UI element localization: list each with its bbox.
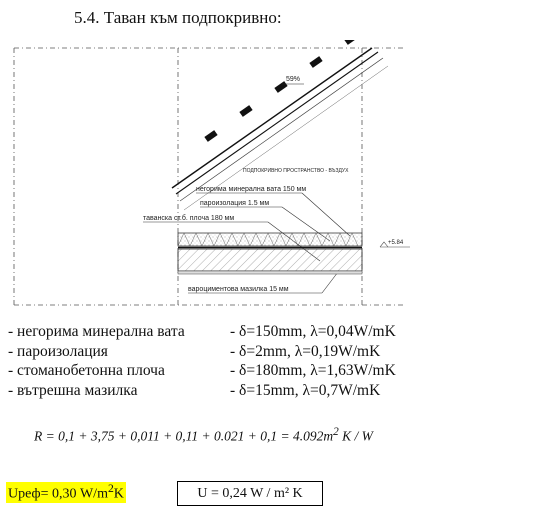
- layer-name: - пароизолация: [8, 342, 108, 360]
- layer-name: - вътрешна мазилка: [8, 381, 138, 399]
- layer-props: - δ=150mm, λ=0,04W/mK: [230, 323, 396, 340]
- formula-main: R = 0,1 + 3,75 + 0,011 + 0,11 + 0.021 + 0,1 = 4.092m: [34, 428, 334, 444]
- roof-slope: [172, 40, 388, 210]
- uref-exponent: 2: [107, 482, 114, 495]
- resistance-formula: [34, 426, 373, 445]
- u-value-box: U = 0,24 W / m² K: [177, 481, 323, 506]
- concrete-slab: [178, 249, 362, 271]
- uref-text: Uреф= 0,30 W/m: [8, 486, 108, 502]
- formula-unit: K / W: [338, 428, 373, 444]
- layer-props: - δ=2mm, λ=0,19W/mK: [230, 342, 381, 360]
- layer-props: - δ=15mm, λ=0,7W/mK: [230, 381, 381, 399]
- roof-space-label: ПОДПОКРИВНО ПРОСТРАНСТВО - ВЪЗДУХ: [243, 168, 349, 174]
- layer-name: - негорима минерална вата: [8, 323, 185, 340]
- ceiling-layers: [178, 233, 362, 274]
- uref-unit: K: [113, 486, 124, 502]
- layer-props: - δ=180mm, λ=1,63W/mK: [230, 362, 396, 379]
- roof-battens: [204, 40, 357, 142]
- insulation-layer: [178, 233, 362, 246]
- callout-plaster: вароциментова мазилка 15 мм: [188, 286, 289, 293]
- roof-ceiling-section-drawing: [0, 40, 544, 310]
- callout-slab: таванска ст.б. плоча 180 мм: [143, 215, 235, 222]
- level-mark-label: +5.84: [388, 240, 404, 246]
- formula-exponent: 2: [333, 426, 339, 438]
- section-heading: 5.4. Таван към подпокривно:: [74, 8, 282, 27]
- callout-vapour-barrier: пароизолация 1.5 мм: [200, 200, 270, 207]
- slope-label: 59%: [286, 76, 301, 83]
- plaster-layer: [178, 271, 362, 274]
- callout-insulation: негорима минерална вата 150 мм: [196, 186, 307, 193]
- section-svg: [0, 40, 544, 310]
- uref-highlight: [6, 482, 126, 503]
- layer-name: - стоманобетонна плоча: [8, 362, 165, 379]
